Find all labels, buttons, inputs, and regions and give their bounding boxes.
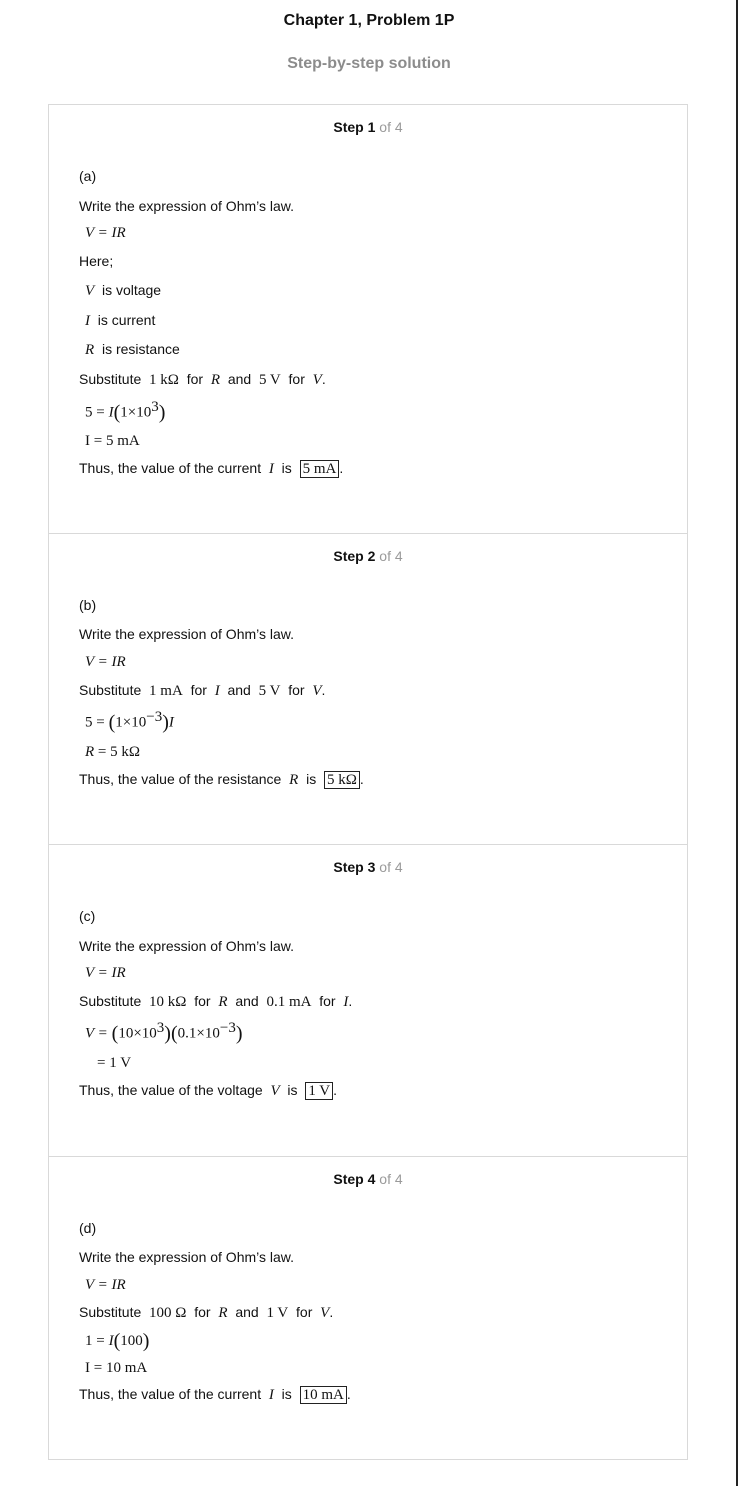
symbol-r: R [85, 744, 95, 760]
step-of-total: of 4 [379, 1171, 403, 1187]
and-word: and [235, 993, 259, 1009]
and-word: and [235, 1304, 259, 1320]
for-word: for [288, 682, 305, 698]
step-3-panel [48, 844, 688, 1157]
step-of-total: of 4 [379, 859, 403, 875]
conclusion-text: Thus, the value of the current [79, 460, 262, 476]
result-equation: I = 10 mA [85, 1360, 148, 1376]
conclusion-line: Thus, the value of the resistance R is 5 kΩ . [79, 771, 364, 788]
symbol-v: V [320, 1305, 330, 1321]
equation-term: 100 [120, 1333, 143, 1349]
step-1-header [49, 119, 687, 135]
step-3-header [49, 859, 687, 875]
substitution-value: 100 Ω [149, 1305, 187, 1321]
step-2-header [49, 548, 687, 564]
substitution-line: Substitute 1 kΩ for R and 5 V for V. [79, 371, 326, 388]
equation-term: 1×10 [115, 714, 147, 731]
and-word: and [227, 682, 251, 698]
definition-text: is voltage [101, 282, 162, 298]
substitution-value: 10 kΩ [149, 994, 187, 1010]
symbol-i: I [214, 683, 220, 699]
ohm-equation: V = IR [85, 1277, 126, 1293]
part-label: (c) [79, 908, 96, 924]
ohm-equation: V = IR [85, 225, 126, 241]
substituted-equation: $5 = (1\times 10^{-3})I$ [85, 709, 174, 734]
substitute-word: Substitute [79, 682, 142, 698]
substitution-value: 0.1 mA [266, 994, 312, 1010]
substitution-line: Substitute 10 kΩ for R and 0.1 mA for I. [79, 993, 353, 1010]
symbol-v: V [85, 283, 95, 299]
substitute-word: Substitute [79, 1304, 142, 1320]
substituted-equation: 1 = I(100) [85, 1330, 150, 1352]
step-of-total: of 4 [379, 119, 403, 135]
symbol-i: I [85, 313, 90, 329]
symbol-i: I [108, 404, 114, 421]
answer-box: 5 mA [300, 460, 340, 478]
symbol-v: V [312, 372, 322, 388]
symbol-i: I [268, 1387, 274, 1403]
equation-term: 1×10 [120, 404, 152, 421]
equation-term: 10×10 [118, 1025, 157, 1042]
part-label: (d) [79, 1220, 97, 1236]
for-word: for [194, 1304, 211, 1320]
step-word: Step [333, 548, 364, 564]
answer-box: 1 V [305, 1082, 333, 1100]
is-word: is [281, 460, 292, 476]
symbol-r: R [289, 772, 299, 788]
and-word: and [227, 371, 252, 387]
answer-box: 10 mA [300, 1386, 347, 1404]
substitution-value: 1 kΩ [149, 372, 179, 388]
definition-current [85, 312, 155, 330]
symbol-i: I [168, 714, 174, 731]
conclusion-text: Thus, the value of the voltage [79, 1082, 263, 1098]
symbol-i: I [343, 994, 349, 1010]
step-word: Step [333, 1171, 364, 1187]
step-1-panel [48, 104, 688, 534]
step-word: Step [333, 859, 364, 875]
ohm-equation: V = IR [85, 965, 126, 981]
definition-voltage [85, 282, 161, 300]
for-word: for [194, 993, 211, 1009]
substitution-line: Substitute 1 mA for I and 5 V for V. [79, 682, 326, 699]
result-equation: R = 5 kΩ [85, 744, 141, 760]
equation-lhs: 5 = [85, 404, 105, 421]
step-number: 2 [367, 548, 376, 564]
ohm-equation: V = IR [85, 654, 126, 670]
equation-exponent: −3 [219, 1020, 236, 1036]
here-text: Here; [79, 253, 114, 269]
ohm-intro-text: Write the expression of Ohm’s law. [79, 626, 295, 642]
symbol-r: R [210, 372, 221, 388]
conclusion-text: Thus, the value of the current [79, 1386, 262, 1402]
substituted-equation: $V = (10\times 10^3)(0.1\times 10^{-3})$ [85, 1020, 243, 1045]
definition-resistance [85, 341, 180, 359]
for-word: for [190, 682, 207, 698]
part-label: (a) [79, 168, 97, 184]
equation-exponent: −3 [146, 709, 163, 725]
step-2-panel [48, 533, 688, 845]
substituted-equation: $5 = I(1\times 10^3)$ [85, 399, 166, 424]
is-word: is [306, 771, 317, 787]
symbol-v: V [312, 683, 322, 699]
definition-text: is current [97, 312, 156, 328]
substitute-word: Substitute [79, 371, 142, 387]
substitution-value: 1 mA [149, 683, 183, 699]
symbol-v: V [270, 1083, 280, 1099]
equation-term: 0.1×10 [177, 1025, 220, 1042]
symbol-r: R [85, 342, 95, 358]
equation-lhs: V = [85, 1025, 108, 1042]
for-word: for [288, 371, 305, 387]
step-number: 4 [367, 1171, 376, 1187]
substitution-value: 5 V [258, 372, 281, 388]
page-title: Chapter 1, Problem 1P [283, 12, 455, 29]
ohm-intro-text: Write the expression of Ohm’s law. [79, 198, 295, 214]
result-equation: = 1 V [97, 1055, 132, 1071]
symbol-r: R [218, 1305, 228, 1321]
symbol-r: R [218, 994, 228, 1010]
substitution-value: 5 V [258, 683, 281, 699]
symbol-i: I [108, 1333, 114, 1349]
for-word: for [186, 371, 204, 387]
part-label: (b) [79, 597, 97, 613]
for-word: for [296, 1304, 313, 1320]
ohm-intro-text: Write the expression of Ohm’s law. [79, 938, 295, 954]
symbol-i: I [268, 461, 274, 477]
step-4-panel [48, 1156, 688, 1460]
for-word: for [319, 993, 336, 1009]
definition-text: is resistance [101, 341, 180, 357]
substitution-value: 1 V [266, 1305, 289, 1321]
answer-box: 5 kΩ [324, 771, 360, 789]
conclusion-line: Thus, the value of the voltage V is 1 V . [79, 1082, 338, 1099]
is-word: is [287, 1082, 298, 1098]
equation-lhs: 1 = [85, 1333, 105, 1349]
is-word: is [281, 1386, 292, 1402]
equation-exponent: 3 [156, 1020, 165, 1036]
step-number: 1 [367, 119, 376, 135]
step-number: 3 [367, 859, 376, 875]
equation-lhs: 5 = [85, 714, 105, 731]
result-equation: I = 5 mA [85, 433, 140, 449]
step-4-header [49, 1171, 687, 1187]
ohm-intro-text: Write the expression of Ohm’s law. [79, 1249, 295, 1265]
page-subtitle: Step-by-step solution [287, 55, 451, 72]
substitute-word: Substitute [79, 993, 142, 1009]
step-word: Step [333, 119, 364, 135]
equation-exponent: 3 [151, 399, 159, 415]
substitution-line: Substitute 100 Ω for R and 1 V for V. [79, 1304, 334, 1321]
step-of-total: of 4 [379, 548, 403, 564]
conclusion-line: Thus, the value of the current I is 5 mA . [79, 460, 344, 477]
conclusion-line: Thus, the value of the current I is 10 mA . [79, 1386, 351, 1403]
conclusion-text: Thus, the value of the resistance [79, 771, 282, 787]
